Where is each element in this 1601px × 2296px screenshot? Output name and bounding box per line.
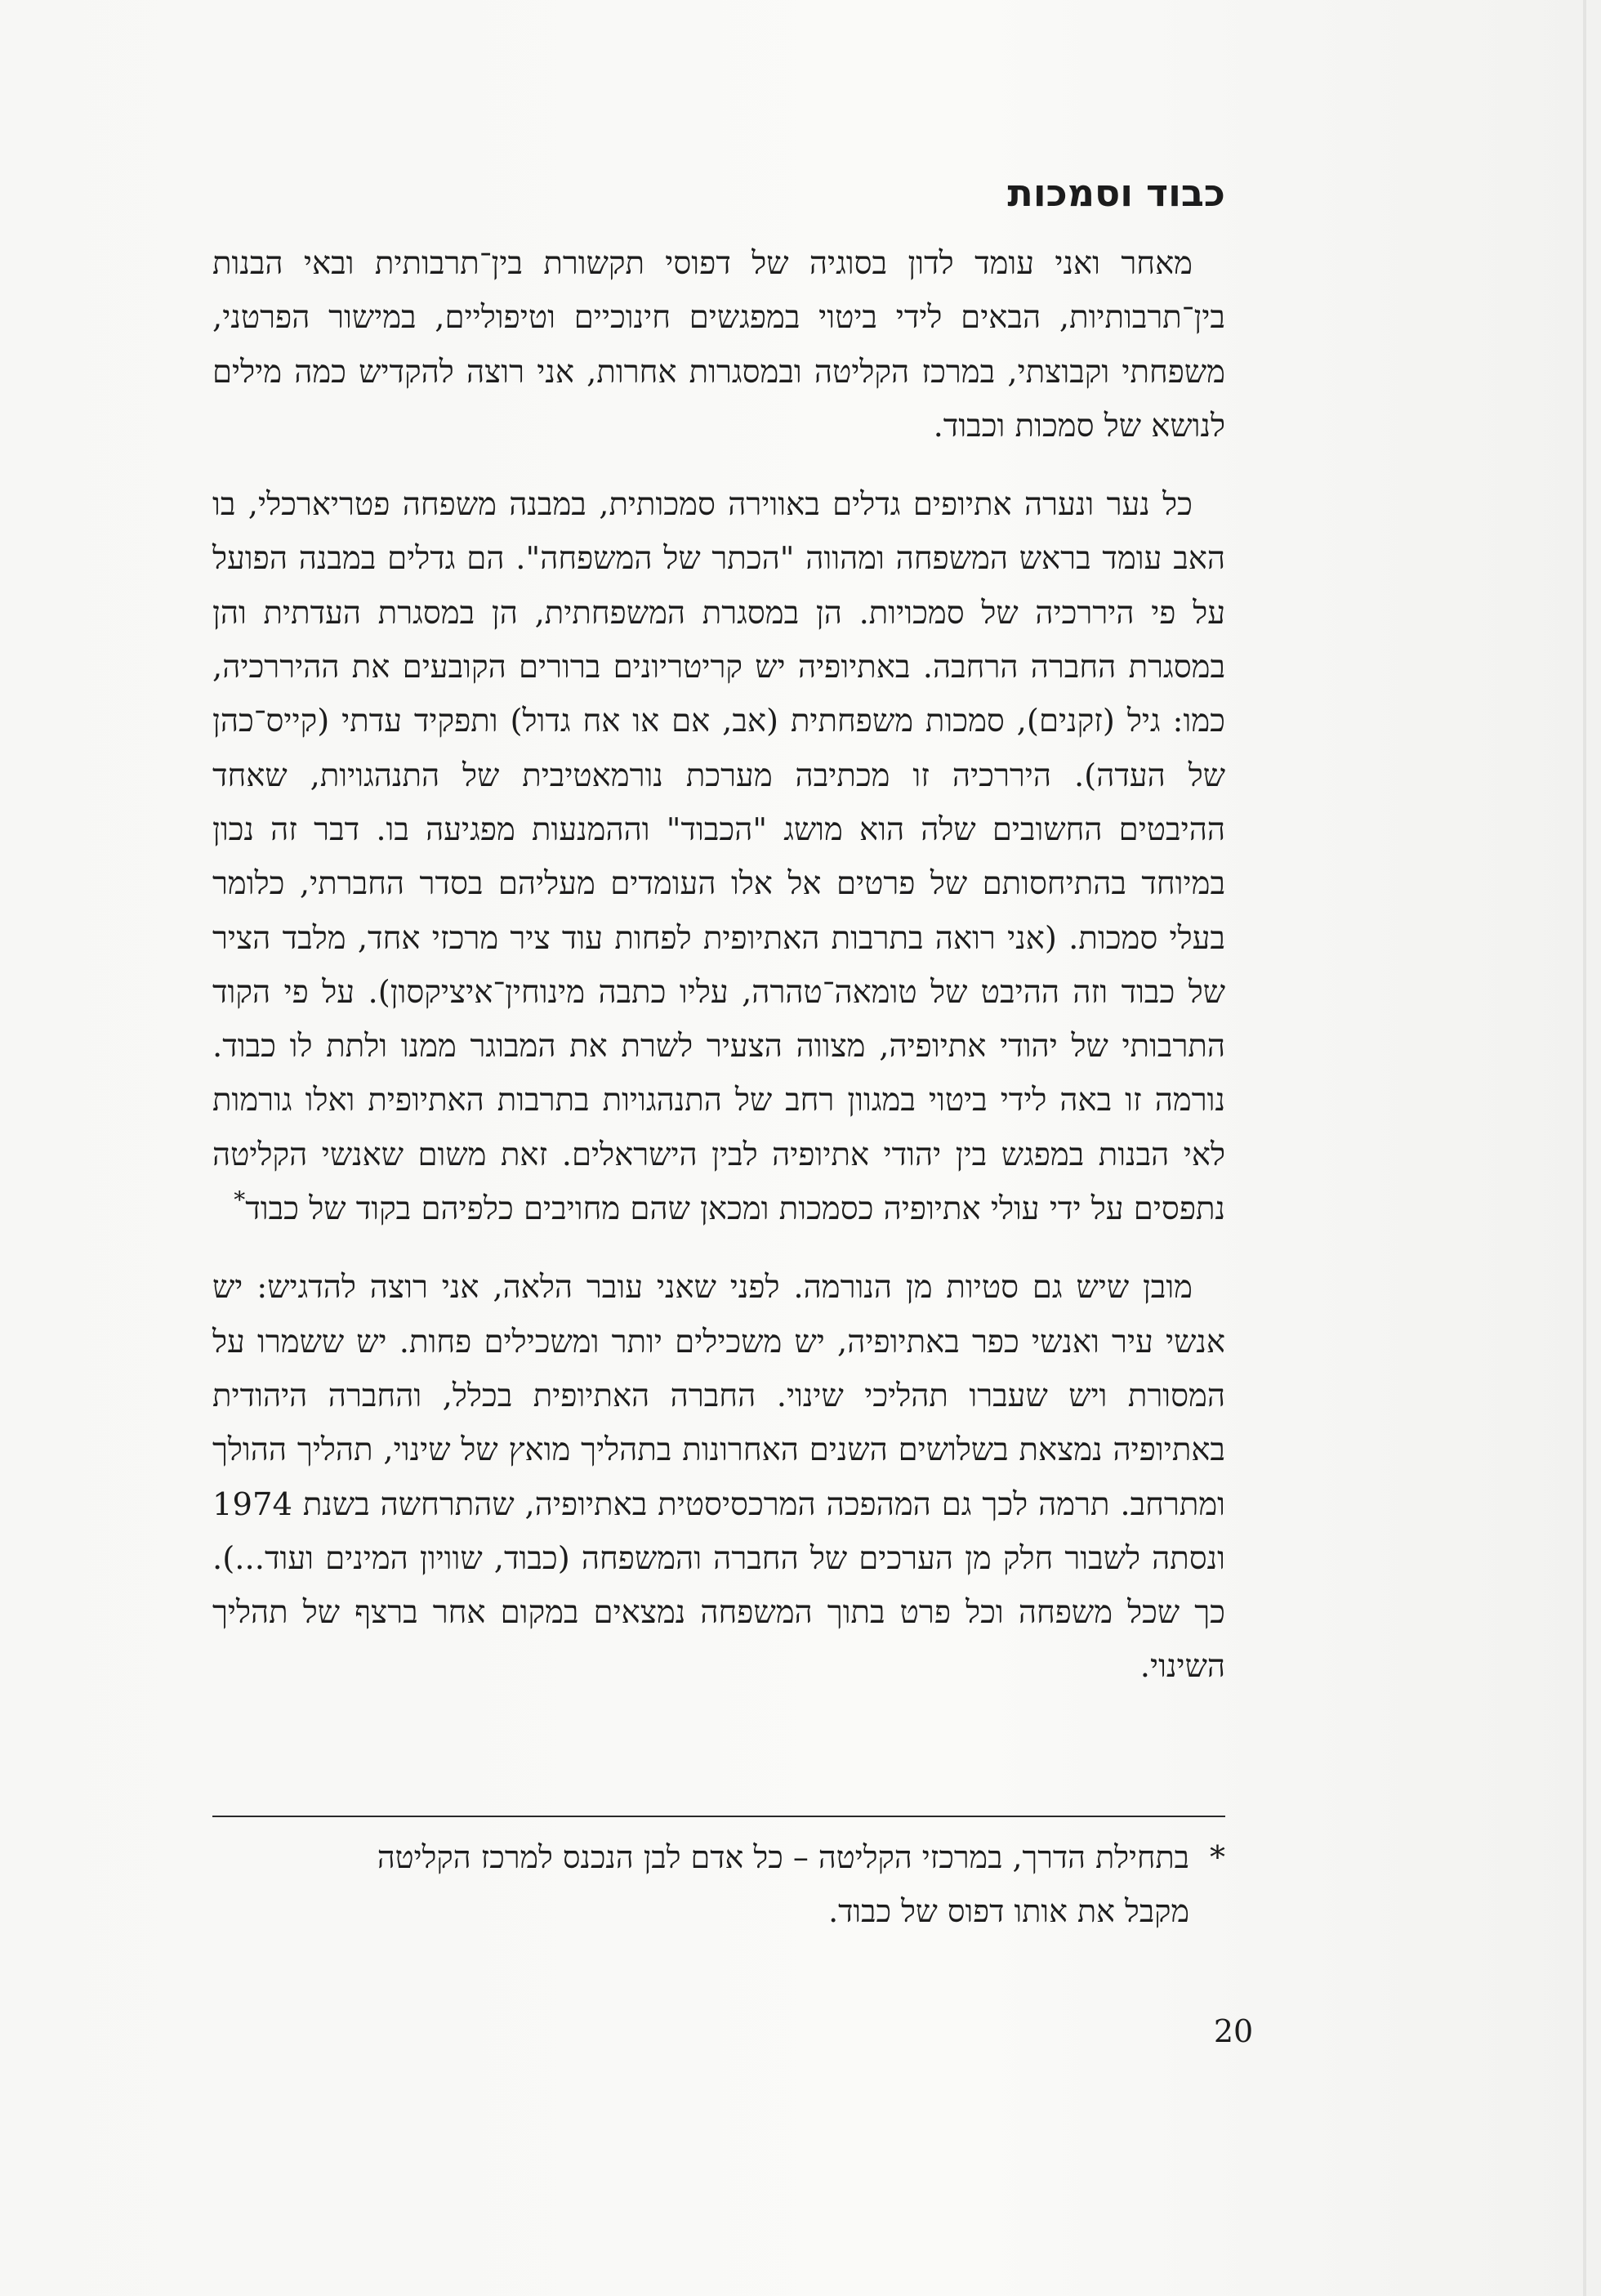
paragraph-2 [212,478,1225,1236]
footnote-line-1: בתחילת הדרך, במרכזי הקליטה – כל אדם לבן הנכנס למרכז הקליטה [377,1839,1189,1875]
chapter-title: כבוד וסמכות [1007,171,1225,215]
body-text [212,237,1225,1719]
footnote-divider [212,1816,1225,1817]
paragraph-1: מאחר ואני עומד לדון בסוגיה של דפוסי תקשורת בין־תרבותית ובאי הבנות בין־תרבותיות, הבאים לידי ביטוי במפגשים חינוכיים וטיפוליים, במישור הפרטני, משפחתי וקבוצתי, במרכז הקליטה ובמסגרות אחרות, אני רוצה להקדיש כמה מילים לנושא של סמכות וכבוד. [212,245,1225,444]
paragraph-2-text: כל נער ונערה אתיופים גדלים באווירה סמכותית, במבנה משפחה פטריארכלי, בו האב עומד בראש המשפחה ומהווה "הכתר של המשפחה". הם גדלים במבנה הפועל על פי היררכיה של סמכויות. הן במסגרת המשפחתית, הן במסגרת העדתית והן במסגרת החברה הרחבה. באתיופיה יש קריטריונים ברורים הקובעים את ההיררכיה, כמו: גיל (זקנים), סמכות משפחתית (אב, אם או אח גדול) ותפקיד עדתי (קייס־כהן של העדה). היררכיה זו מכתיבה מערכת נורמאטיבית של התנהגויות, שאחד ההיבטים החשובים שלה הוא מושג "הכבוד" וההמנעות מפגיעה בו. דבר זה נכון במיוחד בהתיחסותם של פרטים אל אלו העומדים מעליהם בסדר החברתי, כלומר בעלי סמכות. (אני רואה בתרבות האתיופית לפחות עוד ציר מרכזי אחד, מלבד הציר של כבוד וזה ההיבט של טומאה־טהרה, עליו כתבה מינוחין־איציקסון). על פי הקוד התרבותי של יהודי אתיופיה, מצווה הצעיר לשרת את המבוגר ממנו ולתת לו כבוד. נורמה זו באה לידי ביטוי במגוון רחב של התנהגויות בתרבות האתיופית ואלו גורמות לאי הבנות במפגש בין יהודי אתיופיה לבין הישראלים. זאת משום שאנשי הקליטה נתפסים על ידי עולי אתיופיה כסמכות ומכאן שהם מחויבים כלפיהם בקוד של כבוד [212,486,1226,1228]
footnote [212,1830,1225,1938]
page-edge [1583,0,1586,2296]
paragraph-3: מובן שיש גם סטיות מן הנורמה. לפני שאני עובר הלאה, אני רוצה להדגיש: יש אנשי עיר ואנשי כפר באתיופיה, יש משכילים יותר ומשכילים פחות. יש ששמרו על המסורת ויש שעברו תהליכי שינוי. החברה האתיופית בכלל, והחברה היהודית באתיופיה נמצאת בשלושים השנים האחרונות בתהליך מואץ של שינוי, תהליך ההולך ומתרחב. תרמה לכך גם המהפכה המרכסיסטית באתיופיה, שהתרחשה בשנת 1974 ונסתה לשבור חלק מן הערכים של החברה והמשפחה (כבוד, שוויון המינים ועוד...). כך שכל משפחה וכל פרט בתוך המשפחה נמצאים במקום אחר ברצף של תהליך השינוי. [212,1269,1225,1686]
footnote-line-2: מקבל את אותו דפוס של כבוד. [828,1893,1189,1929]
page-number: 20 [1213,2013,1254,2049]
footnote-star: * [1210,1839,1225,1875]
footnote-reference-marker: * [234,1186,246,1214]
